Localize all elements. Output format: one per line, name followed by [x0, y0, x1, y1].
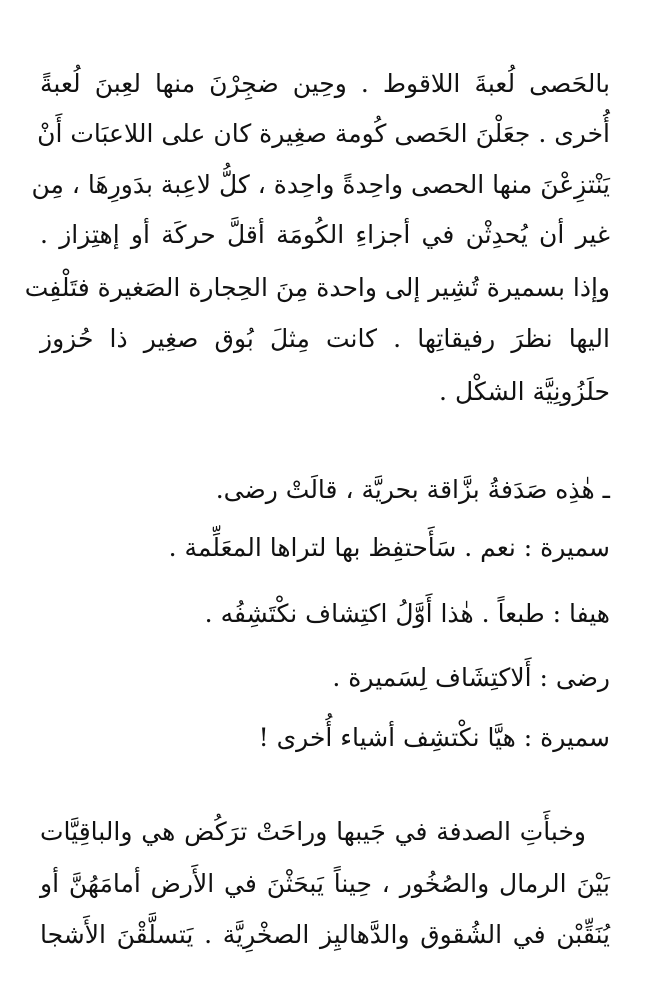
paragraph-1-line-6: اليها نظرَ رفيقاتِها . كانت مِثلَ بُوق صغِير ذا حُزوز [40, 324, 610, 353]
dialogue-line-4: رضى : أَلاكتِشَاف لِسَميرة . [332, 663, 610, 692]
paragraph-2-line-1: وخبأَتِ الصدفة في جَيبها وراحَتْ ترَكُض هي والباقِيَّات [40, 817, 586, 846]
dialogue-line-2: سميرة : نعم . سَأَحتفِظ بها لتراها المعَلِّمة . [168, 533, 610, 562]
paragraph-1-line-4: غير أن يُحدِثْن في أجزاءِ الكُومَة أقلَّ حركَة أو إهتِزاز . [40, 220, 610, 249]
paragraph-1-line-2: أُخرى . جعَلْنَ الحَصى كُومة صغِيرة كان على اللاعبَات أَنْ [37, 119, 610, 148]
dialogue-line-5: سميرة : هيَّا نكْتشِف أشياء أُخرى ! [258, 723, 610, 752]
paragraph-1-line-7: حلَزُونِيَّة الشكْل . [439, 377, 610, 406]
paragraph-1-line-5: وإذا بسميرة تُشِير إلى واحدة مِنَ الحِجارة الصَغيرة فتَلْفِت [24, 273, 610, 302]
dialogue-line-3: هيفا : طبعاً . هٰذا أَوَّلُ اكتِشاف نكْتَشِفُه . [204, 599, 610, 628]
paragraph-2-line-2: بَيْنَ الرمال والصُخُور ، حِيناً يَبحَثْنَ في الأَرض أمامَهُنَّ أو [40, 869, 610, 898]
dialogue-line-1: ـ هٰذِه صَدَفةُ بزَّاقة بحريَّة ، قالَتْ رضى. [215, 475, 610, 504]
paragraph-1-line-1: بالحَصى لُعبةَ اللاقوط . وحِين ضجِرْنَ منها لعِبنَ لُعبةً [40, 69, 610, 98]
paragraph-1-line-3: يَنْتزِعْنَ منها الحصى واحِدةً واحِدة ، كلُّ لاعِبة بدَورِهَا ، مِن [31, 170, 610, 199]
paragraph-2-line-3: يُنَقِّبْن في الشُقوق والدَّهاليِز الصخْرِيَّة . يَتسلَّقْنَ الأَشجا [40, 920, 610, 949]
